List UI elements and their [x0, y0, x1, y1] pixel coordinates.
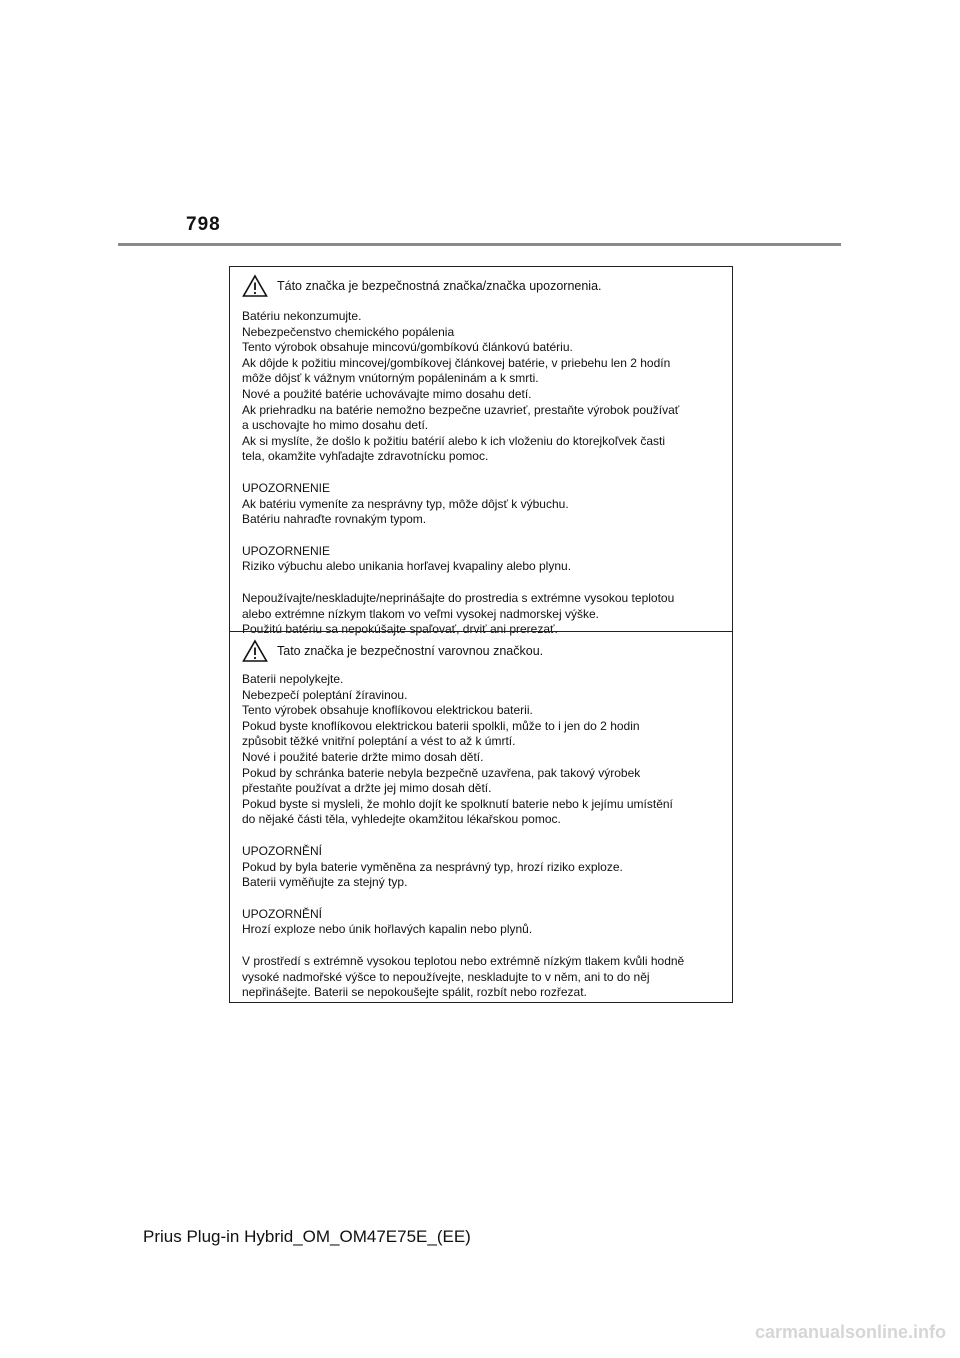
paragraph: Nepoužívajte/neskladujte/neprinášajte do prostredia s extrémne vysokou teplotou alebo extrémne nízkym tlakom vo veľmi vysokej nadmorskej výške. Použitú batériu sa nepokúšajte spaľovať, drviť ani prerezať.: [242, 590, 675, 637]
warning-title: Tato značka je bezpečnostní varovnou značkou.: [277, 644, 544, 658]
paragraph: UPOZORNĚNÍ Pokud by byla baterie vyměněna za nesprávný typ, hrozí riziko exploze. Baterii vyměňujte za stejný typ.: [242, 843, 623, 890]
warning-title-row: [242, 634, 722, 668]
warning-triangle-icon: [242, 274, 268, 298]
warning-title: Táto značka je bezpečnostná značka/značka upozornenia.: [277, 279, 602, 293]
manual-footer: Prius Plug-in Hybrid_OM_OM47E75E_(EE): [143, 1227, 471, 1246]
warning-section-czech: [230, 631, 732, 1002]
paragraph: UPOZORNENIE Riziko výbuchu alebo unikania horľavej kvapaliny alebo plynu.: [242, 543, 572, 574]
paragraph: UPOZORNENIE Ak batériu vymeníte za nesprávny typ, môže dôjsť k výbuchu. Batériu nahraďte rovnakým typom.: [242, 480, 569, 527]
warning-title-row: [242, 269, 722, 303]
paragraph: Baterii nepolykejte. Nebezpečí poleptání žíravinou. Tento výrobek obsahuje knoflíkovou elektrickou baterii. Pokud byste knoflíkovou elektrickou baterii spolkli, může to i jen do 2 hodin způsobit těžké vnitřní poleptání a vést to až k úmrtí. Nové i použité baterie držte mimo dosah dětí. Pokud by schránka baterie nebyla bezpečně uzavřena, pak takový výrobek přestaňte používat a držte jej mimo dosah dětí. Pokud byste si mysleli, že mohlo dojít ke spolknutí baterie nebo k jejímu umístění do nějaké části těla, vyhledejte okamžitou lékařskou pomoc.: [242, 672, 673, 827]
paragraph: V prostředí s extrémně vysokou teplotou nebo extrémně nízkým tlakem kvůli hodně vysoké nadmořské výšce to nepoužívejte, neskladujte to v něm, ani to do něj nepřinášejte. Baterii se nepokoušejte spálit, rozbít nebo rozřezat.: [242, 953, 685, 1000]
page-number: 798: [186, 214, 221, 235]
warning-section-slovak: [230, 267, 732, 637]
warning-triangle-icon: [242, 639, 268, 663]
paragraph: Batériu nekonzumujte. Nebezpečenstvo chemického popálenia Tento výrobok obsahuje mincovú/gombíkovú článkovú batériu. Ak dôjde k požitiu mincovej/gombíkovej článkovej batérie, v priebehu len 2 hodín môže dôjsť k vážnym vnútorným popáleninám a k smrti. Nové a použité batérie uchovávajte mimo dosahu detí. Ak priehradku na batérie nemožno bezpečne uzavrieť, prestaňte výrobok používať a uschovajte ho mimo dosahu detí. Ak si myslíte, že došlo k požitiu batérií alebo k ich vloženiu do ktorejkoľvek časti tela, okamžite vyhľadajte zdravotnícku pomoc.: [242, 309, 680, 464]
header-divider: [118, 243, 841, 246]
watermark: carmanualsonline.info: [754, 1322, 946, 1342]
battery-warning-box: [229, 266, 733, 1003]
paragraph: UPOZORNĚNÍ Hrozí exploze nebo únik hořlavých kapalin nebo plynů.: [242, 906, 533, 937]
